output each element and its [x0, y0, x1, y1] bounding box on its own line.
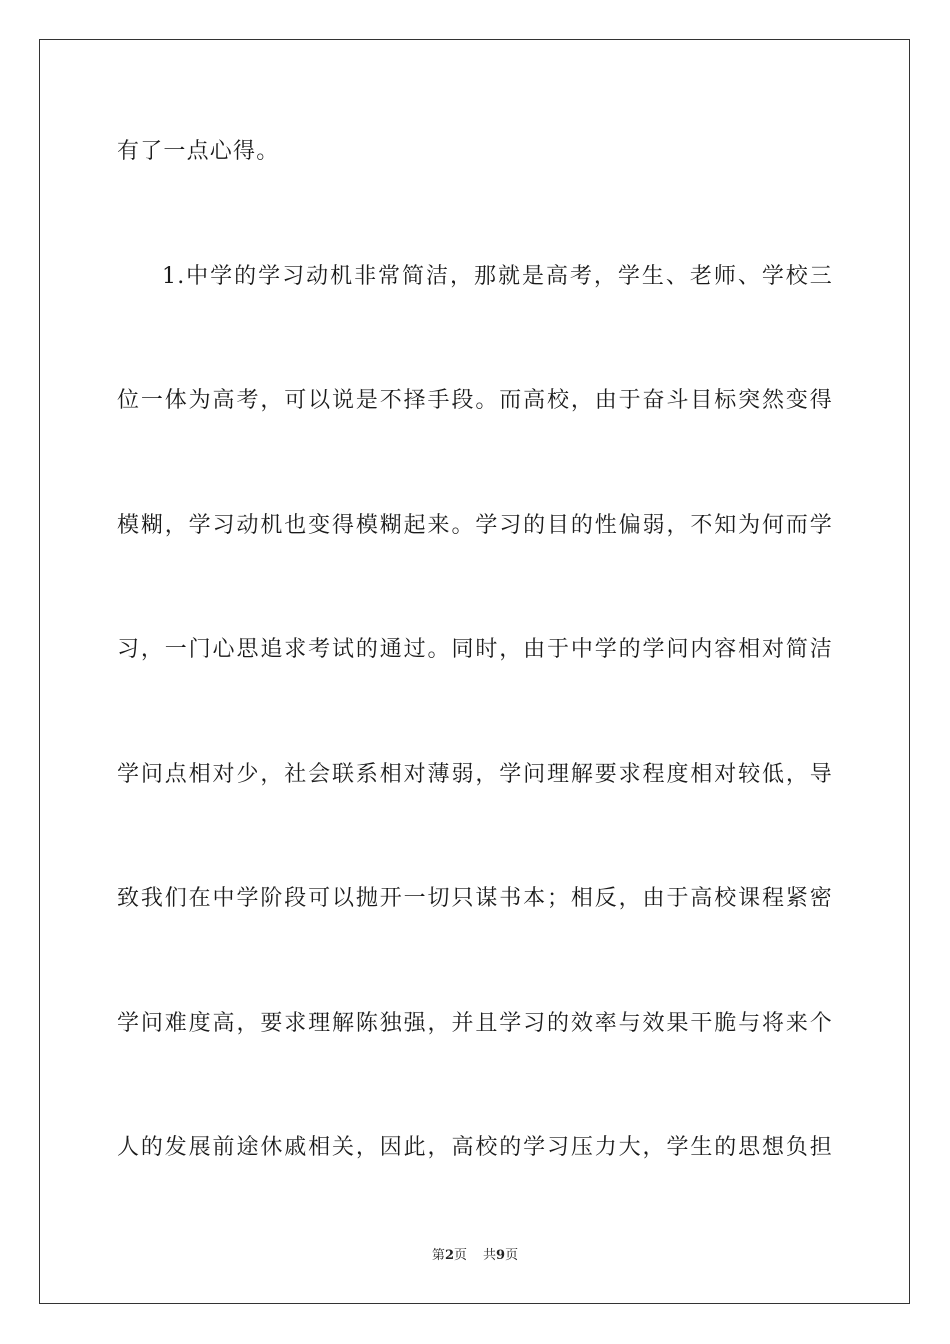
- text-line-2: 1.中学的学习动机非常简洁，那就是高考，学生、老师、学校三: [162, 264, 833, 289]
- page-footer: [0, 1247, 950, 1265]
- text-line-7: 致我们在中学阶段可以抛开一切只谋书本；相反，由于高校课程紧密: [117, 886, 833, 911]
- text-line-6: 学问点相对少，社会联系相对薄弱，学问理解要求程度相对较低，导: [117, 762, 833, 787]
- footer-total-suffix: 页: [505, 1248, 519, 1263]
- text-line-3: 位一体为高考，可以说是不择手段。而高校，由于奋斗目标突然变得: [117, 388, 833, 413]
- footer-page-suffix: 页: [453, 1248, 467, 1263]
- text-line-9: 人的发展前途休戚相关，因此，高校的学习压力大，学生的思想负担: [117, 1135, 833, 1160]
- footer-total-prefix: 共: [483, 1248, 497, 1263]
- text-line-8: 学问难度高，要求理解陈独强，并且学习的效率与效果干脆与将来个: [117, 1011, 833, 1036]
- text-line-4: 模糊，学习动机也变得模糊起来。学习的目的性偏弱，不知为何而学: [117, 513, 833, 538]
- page-border: [39, 39, 910, 1304]
- footer-total-pages: 9: [496, 1248, 506, 1263]
- text-line-5: 习，一门心思追求考试的通过。同时，由于中学的学问内容相对简洁: [117, 637, 833, 662]
- text-line-1: 有了一点心得。: [117, 139, 280, 164]
- footer-page-number: 2: [444, 1248, 454, 1263]
- footer-page-prefix: 第: [431, 1248, 445, 1263]
